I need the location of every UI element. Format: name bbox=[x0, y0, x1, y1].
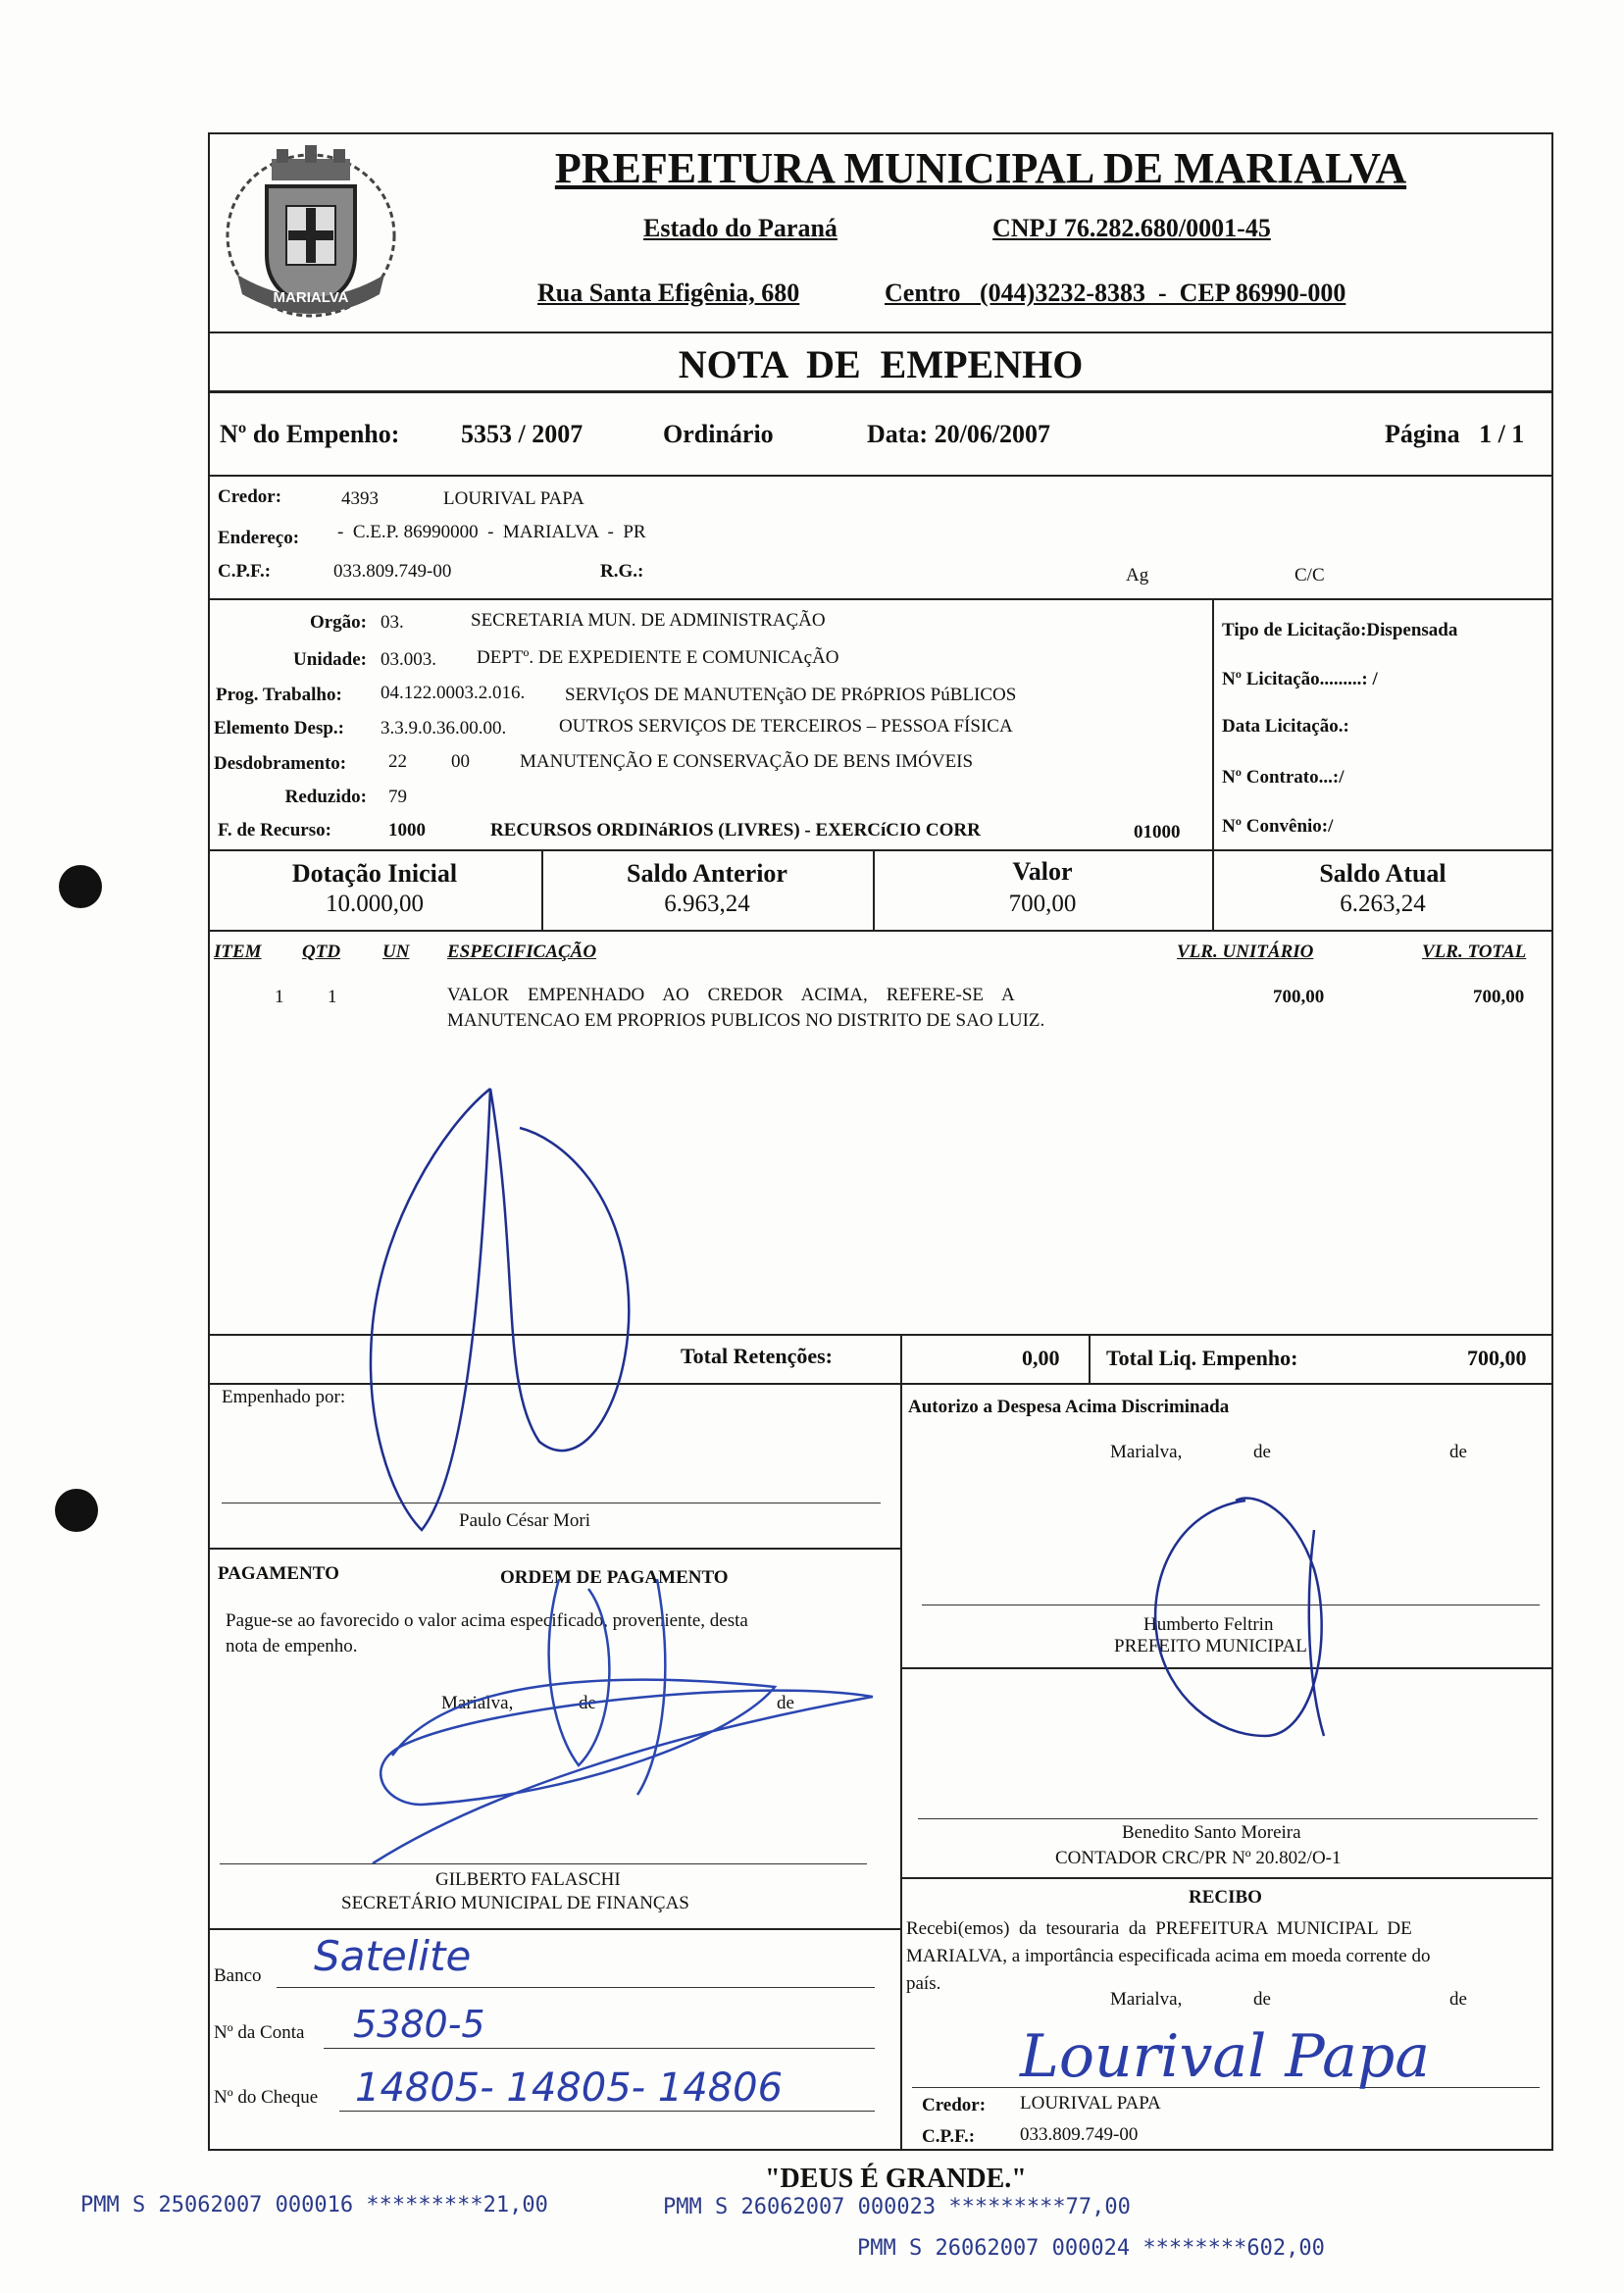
prog-label: Prog. Trabalho: bbox=[216, 685, 342, 705]
cheque-label: Nº do Cheque bbox=[214, 2087, 319, 2108]
contador-name: Benedito Santo Moreira bbox=[1122, 1822, 1301, 1843]
recibo-cpf-label: C.P.F.: bbox=[922, 2126, 976, 2147]
prog-value: SERVIçOS DE MANUTENçãO DE PRóPRIOS PúBLICOS bbox=[565, 685, 1017, 705]
empenho-number-label: Nº do Empenho: bbox=[220, 420, 400, 448]
col-vlr-total: VLR. TOTAL bbox=[1422, 942, 1527, 962]
cpf-value: 033.809.749-00 bbox=[333, 561, 452, 582]
header-address: Centro (044)3232-8383 - CEP 86990-000 bbox=[885, 279, 1346, 307]
conta-label: Nº da Conta bbox=[214, 2022, 305, 2043]
elem-code: 3.3.9.0.36.00.00. bbox=[381, 718, 507, 739]
punch-hole-bottom bbox=[55, 1489, 98, 1532]
recibo-de1: de bbox=[1253, 1989, 1271, 2010]
crest-icon bbox=[218, 137, 404, 324]
header-street: Rua Santa Efigênia, 680 bbox=[537, 279, 800, 307]
elem-label: Elemento Desp.: bbox=[214, 718, 344, 739]
credor-name: LOURIVAL PAPA bbox=[443, 488, 584, 509]
doc-title: NOTA DE EMPENHO bbox=[678, 342, 1084, 386]
recurso-code2: 01000 bbox=[1134, 822, 1181, 842]
desd-value: MANUTENÇÃO E CONSERVAÇÃO DE BENS IMÓVEIS bbox=[520, 751, 974, 772]
empenho-type: Ordinário bbox=[663, 420, 774, 448]
saldo-atual-value: 6.263,24 bbox=[1340, 891, 1426, 917]
secretario-role: SECRETÁRIO MUNICIPAL DE FINANÇAS bbox=[341, 1893, 689, 1913]
desd-label: Desdobramento: bbox=[214, 753, 347, 774]
header-state: Estado do Paraná bbox=[643, 214, 837, 242]
total-retencoes-label: Total Retenções: bbox=[681, 1344, 833, 1368]
saldo-anterior-value: 6.963,24 bbox=[664, 891, 750, 917]
banco-label: Banco bbox=[214, 1965, 262, 1986]
conta-value: 5380-5 bbox=[353, 2003, 485, 2046]
desd-b: 00 bbox=[451, 751, 470, 772]
header-cnpj: CNPJ 76.282.680/0001-45 bbox=[992, 214, 1271, 242]
empenho-number: 5353 / 2007 bbox=[461, 420, 584, 448]
reduzido-value: 79 bbox=[388, 787, 407, 807]
orgao-code: 03. bbox=[381, 612, 404, 633]
unidade-label: Unidade: bbox=[293, 649, 367, 670]
item-desc-line1: VALOR EMPENHADO AO CREDOR ACIMA, REFERE-SE A bbox=[447, 985, 1015, 1005]
item-unit-value: 700,00 bbox=[1273, 987, 1325, 1007]
col-un: UN bbox=[382, 942, 410, 962]
dotacao-inicial-label: Dotação Inicial bbox=[291, 859, 458, 888]
item-qtd: 1 bbox=[328, 987, 337, 1007]
reduzido-label: Reduzido: bbox=[284, 787, 367, 807]
empenho-page: Página 1 / 1 bbox=[1385, 420, 1525, 448]
credor-code: 4393 bbox=[341, 488, 379, 509]
recibo-text1: Recebi(emos) da tesouraria da PREFEITURA MUNICIPAL DE bbox=[906, 1918, 1412, 1939]
autorizo-city: Marialva, bbox=[1110, 1442, 1183, 1462]
recibo-title: RECIBO bbox=[1189, 1887, 1262, 1908]
desd-a: 22 bbox=[388, 751, 407, 772]
bank-stamp-1: PMM S 25062007 000016 *********21,00 bbox=[80, 2193, 548, 2217]
recibo-text3: país. bbox=[906, 1973, 941, 1994]
contador-role: CONTADOR CRC/PR Nº 20.802/O-1 bbox=[1055, 1848, 1342, 1868]
col-qtd: QTD bbox=[302, 942, 341, 962]
prefeito-name: Humberto Feltrin bbox=[1143, 1614, 1274, 1635]
num-contrato: Nº Contrato...:/ bbox=[1222, 767, 1345, 788]
header-title: PREFEITURA MUNICIPAL DE MARIALVA bbox=[554, 144, 1407, 192]
autorizo-label: Autorizo a Despesa Acima Discriminada bbox=[908, 1397, 1230, 1417]
valor-label: Valor bbox=[1012, 857, 1073, 886]
pagamento-de1: de bbox=[579, 1693, 596, 1713]
recurso-code: 1000 bbox=[388, 820, 426, 841]
svg-text:MARIALVA: MARIALVA bbox=[273, 289, 349, 306]
bank-stamp-3: PMM S 26062007 000024 ********602,00 bbox=[857, 2236, 1325, 2261]
data-licitacao: Data Licitação.: bbox=[1222, 716, 1349, 737]
prog-code: 04.122.0003.2.016. bbox=[381, 683, 526, 703]
orgao-value: SECRETARIA MUN. DE ADMINISTRAÇÃO bbox=[471, 610, 826, 631]
signature-empenhado bbox=[363, 1069, 637, 1540]
cc-label: C/C bbox=[1294, 565, 1325, 586]
cheque-value: 14805- 14805- 14806 bbox=[355, 2065, 784, 2111]
total-retencoes-value: 0,00 bbox=[1022, 1346, 1060, 1370]
col-especificacao: ESPECIFICAÇÃO bbox=[447, 942, 597, 962]
address-value: - C.E.P. 86990000 - MARIALVA - PR bbox=[337, 522, 646, 542]
saldo-atual-label: Saldo Atual bbox=[1319, 859, 1446, 888]
pagamento-de2: de bbox=[777, 1693, 794, 1713]
elem-value: OUTROS SERVIÇOS DE TERCEIROS – PESSOA FÍSICA bbox=[559, 716, 1013, 737]
unidade-value: DEPTº. DE EXPEDIENTE E COMUNICAçÃO bbox=[477, 647, 839, 668]
recurso-value: RECURSOS ORDINáRIOS (LIVRES) - EXERCíCIO CORR bbox=[490, 820, 981, 841]
signature-secretario bbox=[363, 1569, 892, 1903]
rg-label: R.G.: bbox=[600, 561, 644, 582]
valor-value: 700,00 bbox=[1008, 891, 1077, 917]
prefeito-role: PREFEITO MUNICIPAL bbox=[1114, 1636, 1307, 1656]
pagamento-city: Marialva, bbox=[441, 1693, 514, 1713]
recibo-credor-label: Credor: bbox=[922, 2095, 987, 2115]
empenhado-name: Paulo César Mori bbox=[459, 1510, 591, 1531]
banco-value: Satelite bbox=[314, 1932, 472, 1980]
credor-label: Credor: bbox=[218, 486, 282, 507]
item-number: 1 bbox=[275, 987, 284, 1007]
col-item: ITEM bbox=[214, 942, 262, 962]
autorizo-de2: de bbox=[1449, 1442, 1467, 1462]
empenho-date: Data: 20/06/2007 bbox=[867, 420, 1051, 448]
num-licitacao: Nº Licitação.........: / bbox=[1222, 669, 1378, 689]
num-convenio: Nº Convênio:/ bbox=[1222, 816, 1334, 837]
ordem-pagamento: ORDEM DE PAGAMENTO bbox=[500, 1567, 729, 1588]
tipo-licitacao: Tipo de Licitação:Dispensada bbox=[1222, 620, 1458, 640]
col-vlr-unitario: VLR. UNITÁRIO bbox=[1177, 942, 1314, 962]
empenhado-label: Empenhado por: bbox=[222, 1387, 346, 1407]
motto: "DEUS É GRANDE." bbox=[765, 2164, 1027, 2194]
unidade-code: 03.003. bbox=[381, 649, 436, 670]
total-liq-value: 700,00 bbox=[1467, 1346, 1527, 1370]
total-liq-label: Total Liq. Empenho: bbox=[1106, 1346, 1298, 1370]
cpf-label: C.P.F.: bbox=[218, 561, 272, 582]
recibo-credor: LOURIVAL PAPA bbox=[1020, 2093, 1161, 2114]
ag-label: Ag bbox=[1126, 565, 1149, 586]
dotacao-inicial-value: 10.000,00 bbox=[326, 891, 424, 917]
secretario-name: GILBERTO FALASCHI bbox=[435, 1869, 621, 1890]
recibo-cpf: 033.809.749-00 bbox=[1020, 2124, 1139, 2145]
recibo-text2: MARIALVA, a importância especificada acima em moeda corrente do bbox=[906, 1946, 1431, 1966]
recibo-city: Marialva, bbox=[1110, 1989, 1183, 2010]
recibo-de2: de bbox=[1449, 1989, 1467, 2010]
pagamento-label: PAGAMENTO bbox=[218, 1563, 339, 1584]
saldo-anterior-label: Saldo Anterior bbox=[627, 859, 787, 888]
signature-credor: Lourival Papa bbox=[1020, 2022, 1431, 2091]
autorizo-de1: de bbox=[1253, 1442, 1271, 1462]
recurso-label: F. de Recurso: bbox=[218, 820, 331, 841]
pagamento-text2: nota de empenho. bbox=[226, 1636, 358, 1656]
orgao-label: Orgão: bbox=[309, 612, 367, 633]
signature-prefeito bbox=[1138, 1491, 1334, 1746]
item-desc-line2: MANUTENCAO EM PROPRIOS PUBLICOS NO DISTRITO DE SAO LUIZ. bbox=[447, 1010, 1045, 1031]
item-total-value: 700,00 bbox=[1473, 987, 1525, 1007]
address-label: Endereço: bbox=[218, 528, 300, 548]
pagamento-text1: Pague-se ao favorecido o valor acima especificado, proveniente, desta bbox=[226, 1610, 748, 1631]
bank-stamp-2: PMM S 26062007 000023 *********77,00 bbox=[663, 2195, 1131, 2219]
punch-hole-top bbox=[59, 865, 102, 908]
